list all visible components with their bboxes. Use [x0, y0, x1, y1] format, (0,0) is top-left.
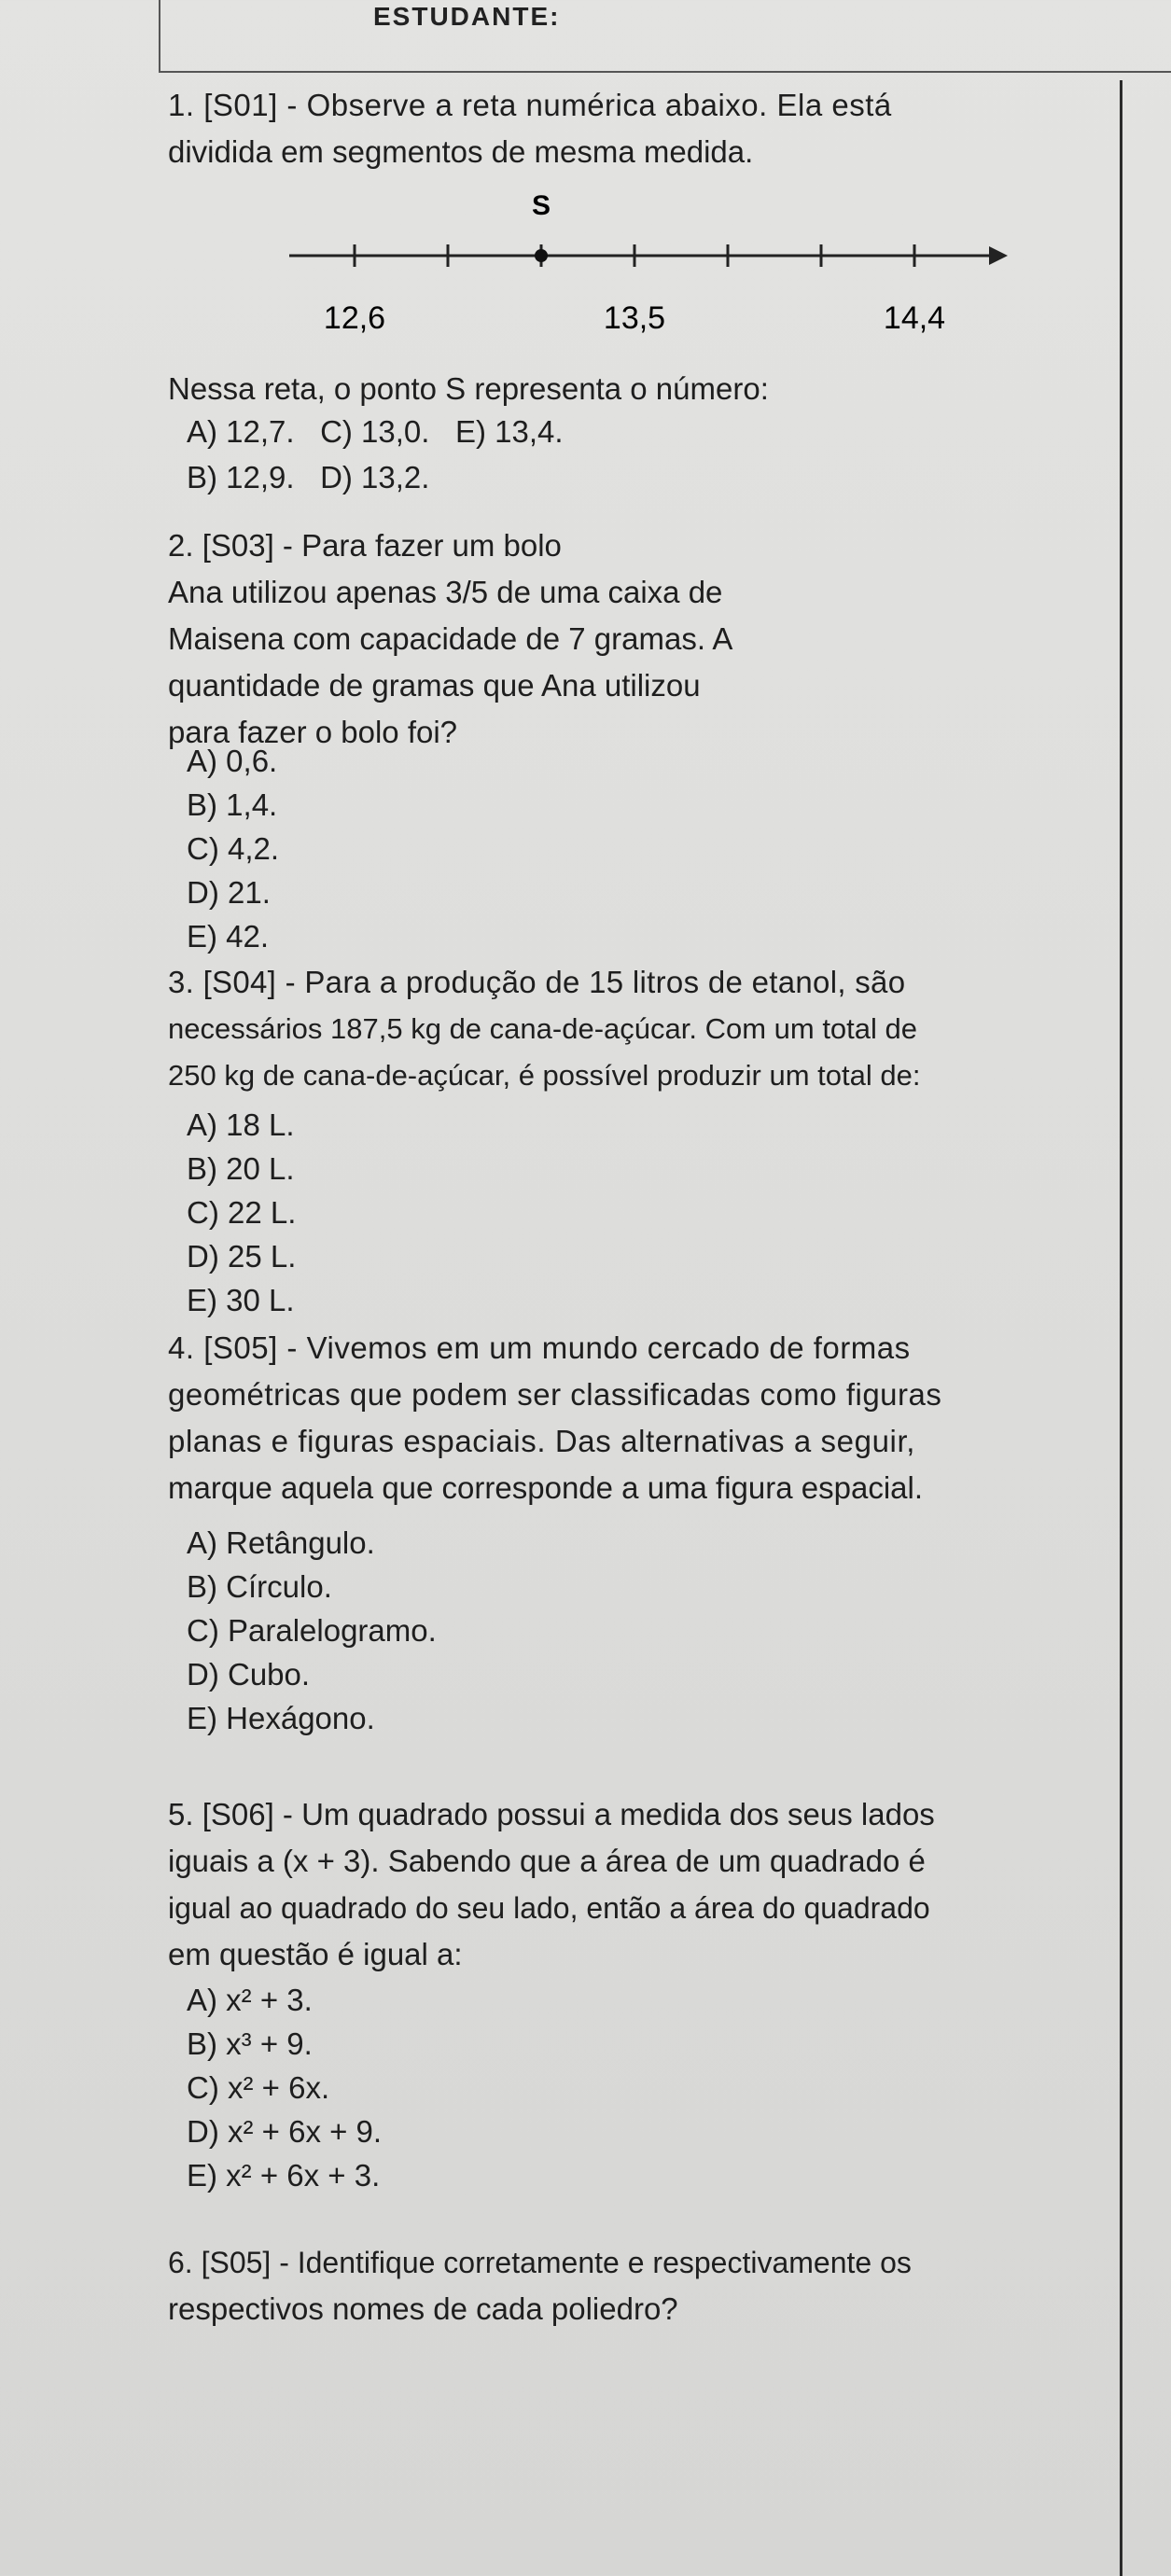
- q3-line: 3. [S04] - Para a produção de 15 litros de etanol, são: [168, 965, 906, 999]
- question-4: [168, 1325, 1120, 1511]
- q4-line: marque aquela que corresponde a uma figura espacial.: [168, 1470, 924, 1505]
- q5-option-e[interactable]: E) x² + 6x + 3.: [187, 2158, 381, 2193]
- q2-option-a[interactable]: A) 0,6.: [187, 744, 278, 778]
- q4-options: [187, 1521, 437, 1740]
- q3-option-e[interactable]: E) 30 L.: [187, 1283, 295, 1317]
- q2-option-b[interactable]: B) 1,4.: [187, 787, 278, 822]
- q5-line: igual ao quadrado do seu lado, então a área do quadrado: [168, 1891, 930, 1925]
- q4-line: 4. [S05] - Vivemos em um mundo cercado de formas: [168, 1330, 911, 1365]
- q6-line: 6. [S05] - Identifique corretamente e respectivamente os: [168, 2246, 912, 2279]
- question-2: [168, 522, 840, 756]
- student-label: ESTUDANTE:: [373, 2, 561, 31]
- q3-option-c[interactable]: C) 22 L.: [187, 1195, 297, 1230]
- q5-option-a[interactable]: A) x² + 3.: [187, 1983, 313, 2017]
- q5-line: 5. [S06] - Um quadrado possui a medida dos seus lados: [168, 1797, 935, 1831]
- q2-option-c[interactable]: C) 4,2.: [187, 831, 280, 866]
- student-name-box[interactable]: [159, 0, 1171, 73]
- q6-line: respectivos nomes de cada poliedro?: [168, 2291, 678, 2326]
- q2-line: para fazer o bolo foi?: [168, 715, 458, 749]
- tick-label-13-5: 13,5: [603, 300, 666, 336]
- question-1: [168, 82, 1120, 175]
- q4-option-e[interactable]: E) Hexágono.: [187, 1701, 375, 1735]
- q2-options: [187, 739, 279, 958]
- q3-option-b[interactable]: B) 20 L.: [187, 1151, 295, 1186]
- question-5: [168, 1791, 1120, 1978]
- number-line-arrow: [989, 246, 1008, 265]
- point-s-marker: [535, 249, 548, 262]
- q4-option-b[interactable]: B) Círculo.: [187, 1569, 332, 1604]
- q1-question: [168, 366, 1120, 412]
- q3-line: 250 kg de cana-de-açúcar, é possível produzir um total de:: [168, 1059, 921, 1092]
- tick-label-12-6: 12,6: [323, 300, 386, 336]
- q3-options: [187, 1103, 296, 1322]
- question-3: [168, 959, 1120, 1099]
- q1-options-row-1[interactable]: A) 12,7. C) 13,0. E) 13,4.: [187, 414, 564, 449]
- q1-question-text: Nessa reta, o ponto S representa o número:: [168, 371, 769, 406]
- q4-option-d[interactable]: D) Cubo.: [187, 1657, 311, 1692]
- q4-line: planas e figuras espaciais. Das alternativas a seguir,: [168, 1424, 915, 1458]
- q5-option-c[interactable]: C) x² + 6x.: [187, 2070, 330, 2105]
- number-line: [280, 187, 1026, 355]
- q1-line-2: dividida em segmentos de mesma medida.: [168, 134, 754, 169]
- question-6: [168, 2239, 1120, 2332]
- q3-line: necessários 187,5 kg de cana-de-açúcar. Com um total de: [168, 1012, 918, 1045]
- q5-options: [187, 1978, 382, 2197]
- tick-label-14-4: 14,4: [883, 300, 946, 336]
- q1-options-row-2[interactable]: B) 12,9. D) 13,2.: [187, 460, 430, 494]
- q5-option-b[interactable]: B) x³ + 9.: [187, 2026, 313, 2061]
- q2-option-d[interactable]: D) 21.: [187, 875, 271, 910]
- q1-line-1: 1. [S01] - Observe a reta numérica abaixo. Ela está: [168, 88, 892, 122]
- q4-option-a[interactable]: A) Retângulo.: [187, 1525, 375, 1560]
- q2-line: quantidade de gramas que Ana utilizou: [168, 668, 701, 703]
- q5-line: em questão é igual a:: [168, 1937, 463, 1971]
- q3-option-d[interactable]: D) 25 L.: [187, 1239, 297, 1274]
- q2-option-e[interactable]: E) 42.: [187, 919, 270, 954]
- q5-option-d[interactable]: D) x² + 6x + 9.: [187, 2114, 383, 2149]
- q2-line: Ana utilizou apenas 3/5 de uma caixa de: [168, 575, 723, 609]
- q5-line: iguais a (x + 3). Sabendo que a área de um quadrado é: [168, 1844, 926, 1878]
- q2-line: 2. [S03] - Para fazer um bolo: [168, 528, 562, 563]
- q4-line: geométricas que podem ser classificadas como figuras: [168, 1377, 942, 1412]
- point-s-label: S: [531, 190, 551, 221]
- margin-line: [1120, 80, 1122, 2576]
- q3-option-a[interactable]: A) 18 L.: [187, 1107, 295, 1142]
- header: [0, 0, 1171, 75]
- q4-option-c[interactable]: C) Paralelogramo.: [187, 1613, 437, 1648]
- q2-line: Maisena com capacidade de 7 gramas. A: [168, 621, 733, 656]
